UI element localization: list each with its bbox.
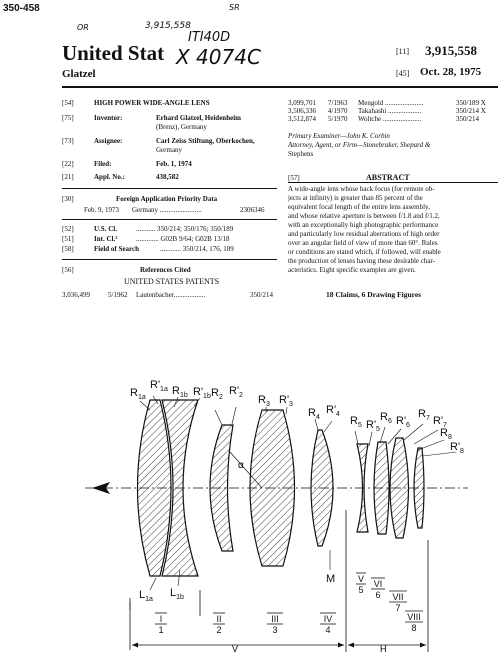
lens-6 <box>374 442 389 534</box>
attorney-line-2: Stephens <box>288 150 314 158</box>
label-group-VI: VI <box>373 579 383 589</box>
lens-8 <box>414 448 424 528</box>
label-rp1a: $R'_{1a}$ <box>150 379 168 393</box>
label-group-II: II <box>216 614 222 624</box>
abstract-text <box>288 185 500 275</box>
label-l1b: $L_{1b}$ <box>170 587 184 601</box>
country-title: United Stat <box>62 41 165 65</box>
header-rule <box>62 86 498 88</box>
label-r3: $R_3$ <box>258 394 270 408</box>
handwritten-number: 3,915,558 <box>145 21 191 31</box>
label-m: M <box>326 573 336 585</box>
patent-number: 3,915,558 <box>425 43 477 58</box>
abstract-line: A wide-angle lens whose back focus (for remote ob- <box>288 185 435 193</box>
label-num-5: 5 <box>358 585 364 595</box>
lens-title: HIGH POWER WIDE-ANGLE LENS <box>94 99 210 107</box>
abstract-rule <box>288 182 498 183</box>
label-r7: $R_7$ <box>418 408 430 422</box>
label-r1b: $R_{1b}$ <box>172 385 188 399</box>
label-dim-v: V <box>232 644 239 654</box>
alpha-label: α <box>238 460 244 471</box>
dim-arrow <box>420 643 426 648</box>
abstract-line: jects at infinity) is greater than 85 percent of the <box>288 194 423 202</box>
label-group-IV: IV <box>323 614 333 624</box>
label-rp3: $R'_3$ <box>279 394 293 408</box>
abstract-num: [57] <box>288 174 300 182</box>
dim-arrow <box>132 643 138 648</box>
lens-3 <box>250 410 295 566</box>
dim-arrow <box>338 643 344 648</box>
label-group-III: III <box>271 614 279 624</box>
label-rp5: $R'_5$ <box>366 419 380 433</box>
abstract-line: or conditions are stated which, if followed, will enable <box>288 248 441 256</box>
sr-mark: SR <box>229 3 240 12</box>
label-rp7: $R'_7$ <box>433 415 447 429</box>
label-num-2: 2 <box>216 625 222 635</box>
label-r5: $R_5$ <box>350 415 362 429</box>
label-num-4: 4 <box>325 625 331 635</box>
label-r6: $R_6$ <box>380 411 392 425</box>
left-rule-2 <box>62 219 277 220</box>
inventor-surname: Glatzel <box>62 68 96 80</box>
label-r8: $R_8$ <box>440 427 452 441</box>
handwritten-top: ITI40D <box>188 30 231 45</box>
label-num-3: 3 <box>272 625 278 635</box>
label-r2: $R_2$ <box>211 387 223 401</box>
abstract-line: acteristics. Eight specific examples are given. <box>288 266 416 274</box>
label-r1a: $R_{1a}$ <box>130 387 146 401</box>
label-r4: $R_4$ <box>308 407 320 421</box>
abstract-line: the production of lenses having these desirable char- <box>288 257 436 265</box>
lens-7 <box>390 438 409 538</box>
abstract-line: equivalent focal length of the entire lens assembly, <box>288 203 430 211</box>
abstract-line: over an angular field of view of more than 60°. Rules <box>288 239 438 247</box>
handwritten-class: X 4074C <box>176 45 261 69</box>
left-rule-3 <box>62 259 277 260</box>
attorney-line-1: Attorney, Agent, or Firm—Stonebraker, Shepard & <box>288 141 431 149</box>
label-num-7: 7 <box>395 603 401 613</box>
label-group-V: V <box>357 574 365 584</box>
or-mark: OR <box>77 23 89 32</box>
label-rp8: $R'_8$ <box>450 441 464 455</box>
abstract-heading: ABSTRACT <box>366 173 410 182</box>
patent-number-label: [11] <box>396 47 410 56</box>
label-rp6: $R'_6$ <box>396 415 410 429</box>
label-group-VII: VII <box>392 592 404 602</box>
lens-drawing <box>0 360 500 659</box>
label-l1a: $L_{1a}$ <box>139 589 153 603</box>
file-stamp: 350-458 <box>3 3 40 14</box>
claims-line: 18 Claims, 6 Drawing Figures <box>326 290 422 299</box>
dim-arrow <box>348 643 354 648</box>
date-label: [45] <box>396 69 410 78</box>
primary-examiner: Primary Examiner—John K. Corbin <box>288 132 390 140</box>
abstract-line: and whose relative aperture is between f/1.8 and f/1.2, <box>288 212 440 220</box>
label-rp2: $R'_2$ <box>229 385 243 399</box>
label-rp1b: $R'_{1b}$ <box>193 386 211 400</box>
label-group-I: I <box>159 614 163 624</box>
label-group-VIII: VIII <box>407 612 421 622</box>
lens-4 <box>311 430 333 546</box>
label-rp4: $R'_4$ <box>326 404 340 418</box>
inventor-field: [75] Inventor: Erhard Glatzel, Heidenheim (Brenz), Germany <box>62 114 241 131</box>
lens-l1a <box>138 400 172 576</box>
label-dim-h: H <box>380 644 387 654</box>
abstract-line: with an exceptionally high photographic performance <box>288 221 439 229</box>
label-num-8: 8 <box>411 623 417 633</box>
label-num-1: 1 <box>158 625 164 635</box>
priority-field: [30] Foreign Application Priority Data Feb. 9, 1973 Germany ........................ 2306346 <box>62 195 265 214</box>
label-num-6: 6 <box>375 590 381 600</box>
references-field: [56] References Cited UNITED STATES PATENTS <box>62 266 220 286</box>
left-rule-1 <box>62 188 277 189</box>
patent-date: Oct. 28, 1975 <box>420 66 482 78</box>
abstract-line: and particularly low residual aberrations of high order <box>288 230 440 238</box>
assignee-field: [73] Assignee: Carl Zeiss Stiftung, Oberkochen, Germany <box>62 137 255 154</box>
